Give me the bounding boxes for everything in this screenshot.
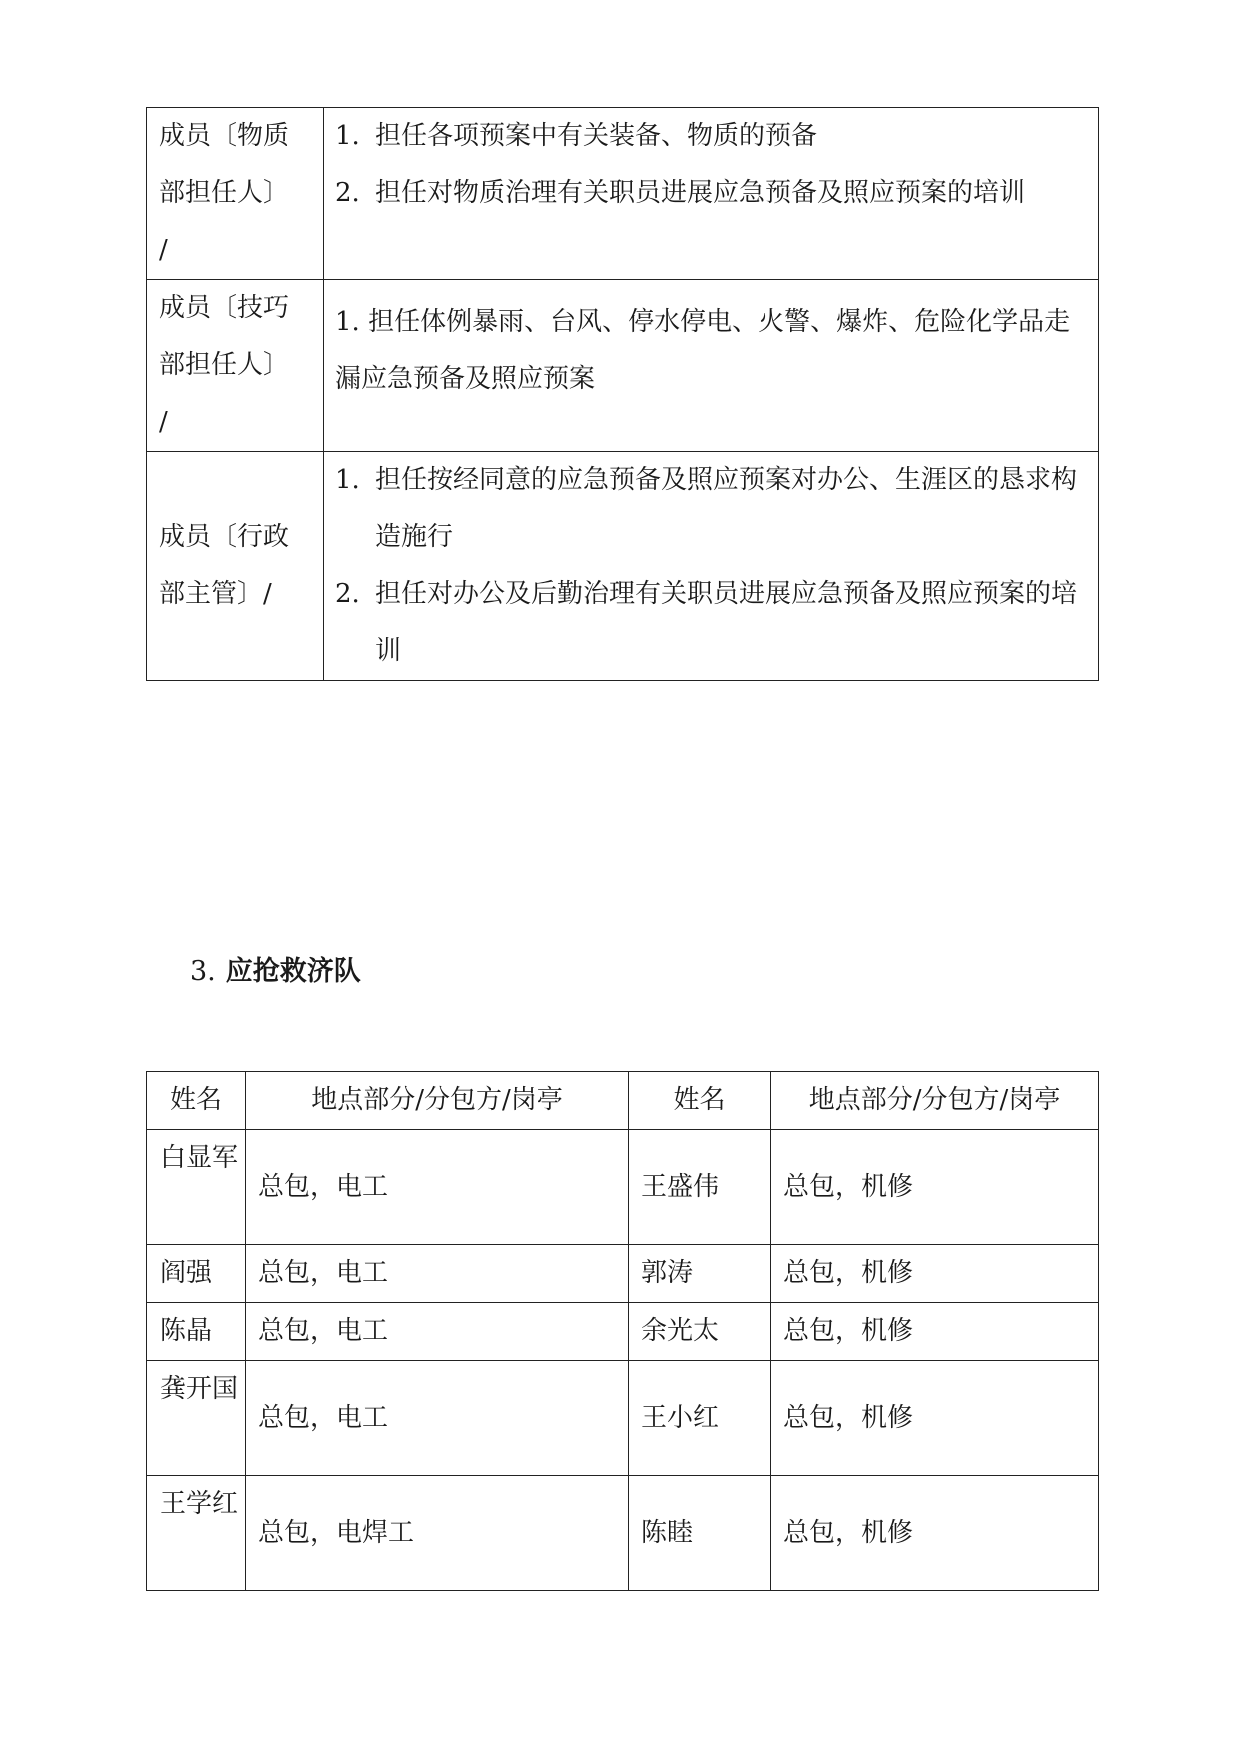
table-row [147, 280, 1099, 452]
table-row [147, 452, 1099, 681]
column-header: 地点部分/分包方/岗亭 [771, 1072, 1099, 1130]
post-cell: 总包，电工 [246, 1361, 629, 1476]
post-cell: 总包，机修 [771, 1130, 1099, 1245]
role-line: / [159, 407, 168, 437]
name-cell: 陈睦 [629, 1476, 771, 1591]
rescue-team-table [146, 1071, 1099, 1591]
duty-item [335, 108, 1090, 165]
column-header: 姓名 [147, 1072, 246, 1130]
role-line: 部担任人〕 [159, 350, 290, 380]
duty-cell [324, 452, 1099, 681]
table-row [147, 108, 1099, 280]
section-title: 应抢救济队 [225, 956, 361, 987]
responsibility-table [146, 107, 1099, 681]
post-cell: 总包，电工 [246, 1245, 629, 1303]
table-row [147, 1245, 1099, 1303]
duty-item [335, 452, 1090, 566]
column-header: 姓名 [629, 1072, 771, 1130]
duty-text: 担任按经同意的应急预备及照应预案对办公、生涯区的恳求构造施行 [375, 465, 1078, 552]
post-cell: 总包，机修 [771, 1245, 1099, 1303]
role-line: 成员〔行政 [159, 522, 290, 552]
post-cell: 总包，机修 [771, 1361, 1099, 1476]
duty-text: 担任对办公及后勤治理有关职员进展应急预备及照应预案的培训 [375, 579, 1078, 666]
table-row [147, 1476, 1099, 1591]
duty-number: 2. [335, 178, 360, 208]
name-cell: 王学红 [147, 1476, 246, 1591]
name-cell: 陈晶 [147, 1303, 246, 1361]
name-cell: 余光太 [629, 1303, 771, 1361]
role-cell [147, 280, 324, 452]
role-line: 部担任人〕 [159, 178, 290, 208]
table-row [147, 1130, 1099, 1245]
name-cell: 龚开国 [147, 1361, 246, 1476]
duty-text: 1. 担任体例暴雨、台风、停水停电、火警、爆炸、危险化学品走漏应急预备及照应预案 [335, 307, 1071, 394]
duty-text: 担任各项预案中有关装备、物质的预备 [375, 121, 818, 151]
duty-number: 1. [335, 121, 360, 151]
role-cell [147, 108, 324, 280]
table-header-row [147, 1072, 1099, 1130]
column-header: 地点部分/分包方/岗亭 [246, 1072, 629, 1130]
duty-text: 担任对物质治理有关职员进展应急预备及照应预案的培训 [375, 178, 1026, 208]
table-row [147, 1361, 1099, 1476]
duty-item [335, 165, 1090, 222]
post-cell: 总包，机修 [771, 1476, 1099, 1591]
section-number: 3. [190, 956, 216, 987]
duty-list [335, 108, 1090, 222]
duty-number: 1. [335, 465, 360, 495]
duty-list [335, 452, 1090, 680]
duty-number: 2. [335, 579, 360, 609]
duty-item [335, 566, 1090, 680]
duty-cell [324, 280, 1099, 452]
name-cell: 郭涛 [629, 1245, 771, 1303]
role-line: 成员〔物质 [159, 121, 290, 151]
table-row [147, 1303, 1099, 1361]
role-line: / [159, 235, 168, 265]
duty-cell [324, 108, 1099, 280]
role-cell [147, 452, 324, 681]
post-cell: 总包，电工 [246, 1303, 629, 1361]
section-heading [190, 952, 361, 992]
role-line: 部主管〕/ [159, 579, 272, 609]
role-line: 成员〔技巧 [159, 293, 290, 323]
name-cell: 王盛伟 [629, 1130, 771, 1245]
post-cell: 总包，电工 [246, 1130, 629, 1245]
post-cell: 总包，机修 [771, 1303, 1099, 1361]
name-cell: 阎强 [147, 1245, 246, 1303]
post-cell: 总包，电焊工 [246, 1476, 629, 1591]
name-cell: 白显军 [147, 1130, 246, 1245]
name-cell: 王小红 [629, 1361, 771, 1476]
